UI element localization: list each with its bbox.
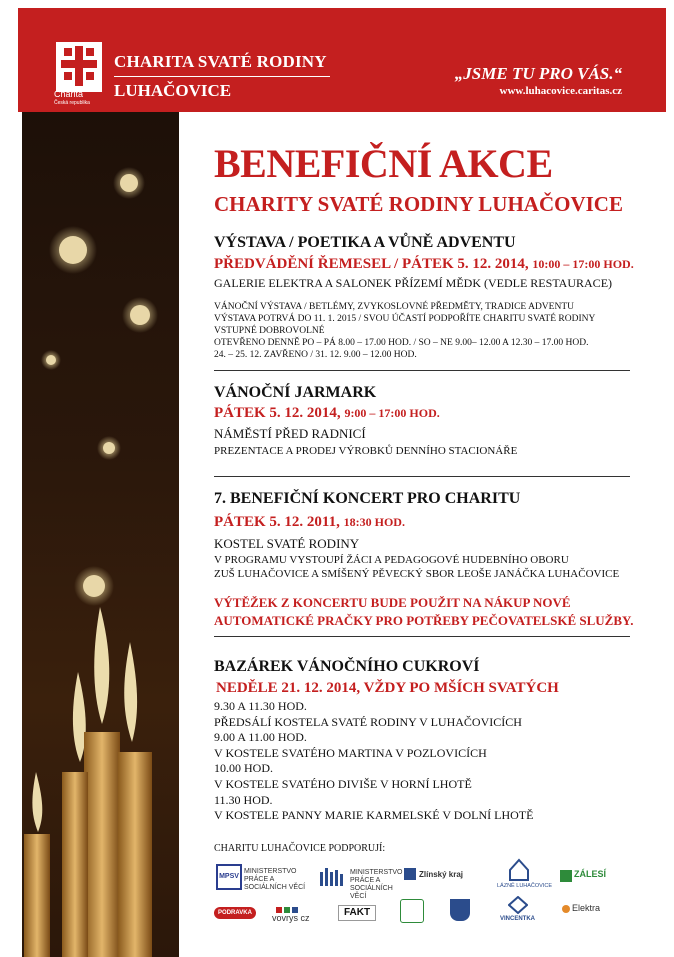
section-koncert-details: V PROGRAMU VYSTOUPÍ ŽÁCI A PEDAGOGOVÉ HUDEBNÍHO OBORU ZUŠ LUHAČOVICE A SMÍŠENÝ PĚVECKÝ SBOR LEOŠE JANÁČKA LUHAČOVICE	[214, 554, 620, 580]
zalesi-logo: ZÁLESÍ	[574, 869, 607, 879]
section-koncert-date: PÁTEK 5. 12. 2011, 18:30 HOD.	[214, 514, 405, 530]
vincentka-icon	[508, 896, 528, 914]
page-title: BENEFIČNÍ AKCE	[214, 141, 553, 186]
zlinsky-kraj-logo: Zlínský kraj	[419, 870, 464, 879]
section-jarmark-location: NÁMĚSTÍ PŘED RADNICÍ	[214, 426, 366, 441]
slogan: „JSME TU PRO VÁS.“	[454, 64, 622, 83]
candles-artwork	[22, 112, 179, 957]
section-vystava-heading: VÝSTAVA / POETIKA A VŮNĚ ADVENTU	[214, 234, 516, 251]
sponsors-label: CHARITU LUHAČOVICE PODPORUJÍ:	[214, 843, 386, 854]
mpsv-text-logo: MINISTERSTVO PRÁCE A SOCIÁLNÍCH VĚCÍ	[350, 869, 403, 900]
building-logo	[318, 866, 346, 886]
header-banner	[18, 8, 666, 112]
vovrys-icon	[276, 902, 300, 912]
logo-caption: Charita Česká republika	[54, 89, 90, 106]
zalesi-icon	[560, 870, 572, 882]
website-url[interactable]: www.luhacovice.caritas.cz	[499, 85, 622, 97]
elektra-logo: Elektra	[572, 903, 601, 913]
section-vystava-location: GALERIE ELEKTRA A SALONEK PŘÍZEMÍ MĚDK (VEDLE RESTAURACE)	[214, 276, 613, 290]
section-jarmark-heading: VÁNOČNÍ JARMARK	[214, 384, 377, 401]
section-koncert-heading: 7. BENEFIČNÍ KONCERT PRO CHARITU	[214, 490, 521, 507]
lazne-icon	[504, 858, 534, 882]
podravka-logo: PODRAVKA	[214, 907, 256, 919]
lazne-logo: LÁZNĚ LUHAČOVICE	[497, 883, 553, 889]
section-vystava-details: VÁNOČNÍ VÝSTAVA / BETLÉMY, ZVYKOSLOVNÉ PŘEDMĚTY, TRADICE ADVENTU VÝSTAVA POTRVÁ DO 11. 1. 2015 / SVOU ÚČASTÍ PODPOŘÍTE CHARITU SVATÉ RODINY VSTUPNÉ DOBROVOLNÉ OTEVŘENO DENNĚ PO – PÁ 8.00 – 17.00 HOD. / SO – NE 9.00– 12.00 A 12.30 – 17.00 HOD. 24. – 25. 12. ZAVŘENO / 31. 12. 9.00 – 12.00 HOD.	[214, 302, 596, 360]
section-jarmark-detail: PREZENTACE A PRODEJ VÝROBKŮ DENNÍHO STACIONÁŘE	[214, 445, 518, 457]
elektra-icon	[562, 905, 570, 913]
divider	[214, 476, 630, 477]
vovrys-logo: vovrys cz	[272, 913, 310, 923]
divider	[214, 636, 630, 637]
fakt-logo: FAKT	[338, 905, 376, 921]
zlinsky-kraj-icon	[404, 868, 416, 880]
org-name-line1: CHARITA SVATÉ RODINY	[114, 52, 327, 71]
charita-cross-logo	[56, 42, 102, 92]
town-crest-icon	[400, 899, 424, 923]
section-koncert-location: KOSTEL SVATÉ RODINY	[214, 536, 360, 551]
org-name-line2: LUHAČOVICE	[114, 81, 232, 100]
section-bazarek-date: NEDĚLE 21. 12. 2014, VŽDY PO MŠÍCH SVATÝCH	[216, 680, 559, 696]
org-divider	[114, 76, 330, 77]
section-bazarek-lines: 9.30 A 11.30 HOD. PŘEDSÁLÍ KOSTELA SVATÉ RODINY V LUHAČOVICÍCH 9.00 A 11.00 HOD. V KOSTELE SVATÉHO MARTINA V POZLOVICÍCH 10.00 HOD. V KOSTELE SVATÉHO DIVIŠE V HORNÍ LHOTĚ 11.30 HOD. V KOSTELE PANNY MARIE KARMELSKÉ V DOLNÍ LHOTĚ	[214, 699, 534, 823]
mpsv-caption: MINISTERSTVO PRÁCE A SOCIÁLNÍCH VĚCÍ	[244, 868, 306, 891]
town-crest-icon	[450, 899, 470, 921]
section-vystava-date: PŘEDVÁDĚNÍ ŘEMESEL / PÁTEK 5. 12. 2014, 10:00 – 17:00 HOD.	[214, 256, 634, 272]
mpsv-logo: MPSV	[216, 864, 242, 890]
star-icon	[41, 167, 158, 606]
section-koncert-note: VÝTĚŽEK Z KONCERTU BUDE POUŽIT NA NÁKUP NOVÉ AUTOMATICKÉ PRAČKY PRO POTŘEBY PEČOVATELSKÉ SLUŽBY.	[214, 595, 634, 628]
vincentka-logo: VINCENTKA	[500, 916, 536, 922]
page-subtitle: CHARITY SVATÉ RODINY LUHAČOVICE	[214, 192, 623, 216]
section-jarmark-date: PÁTEK 5. 12. 2014, 9:00 – 17:00 HOD.	[214, 405, 440, 421]
section-bazarek-heading: BAZÁREK VÁNOČNÍHO CUKROVÍ	[214, 658, 480, 675]
divider	[214, 370, 630, 371]
